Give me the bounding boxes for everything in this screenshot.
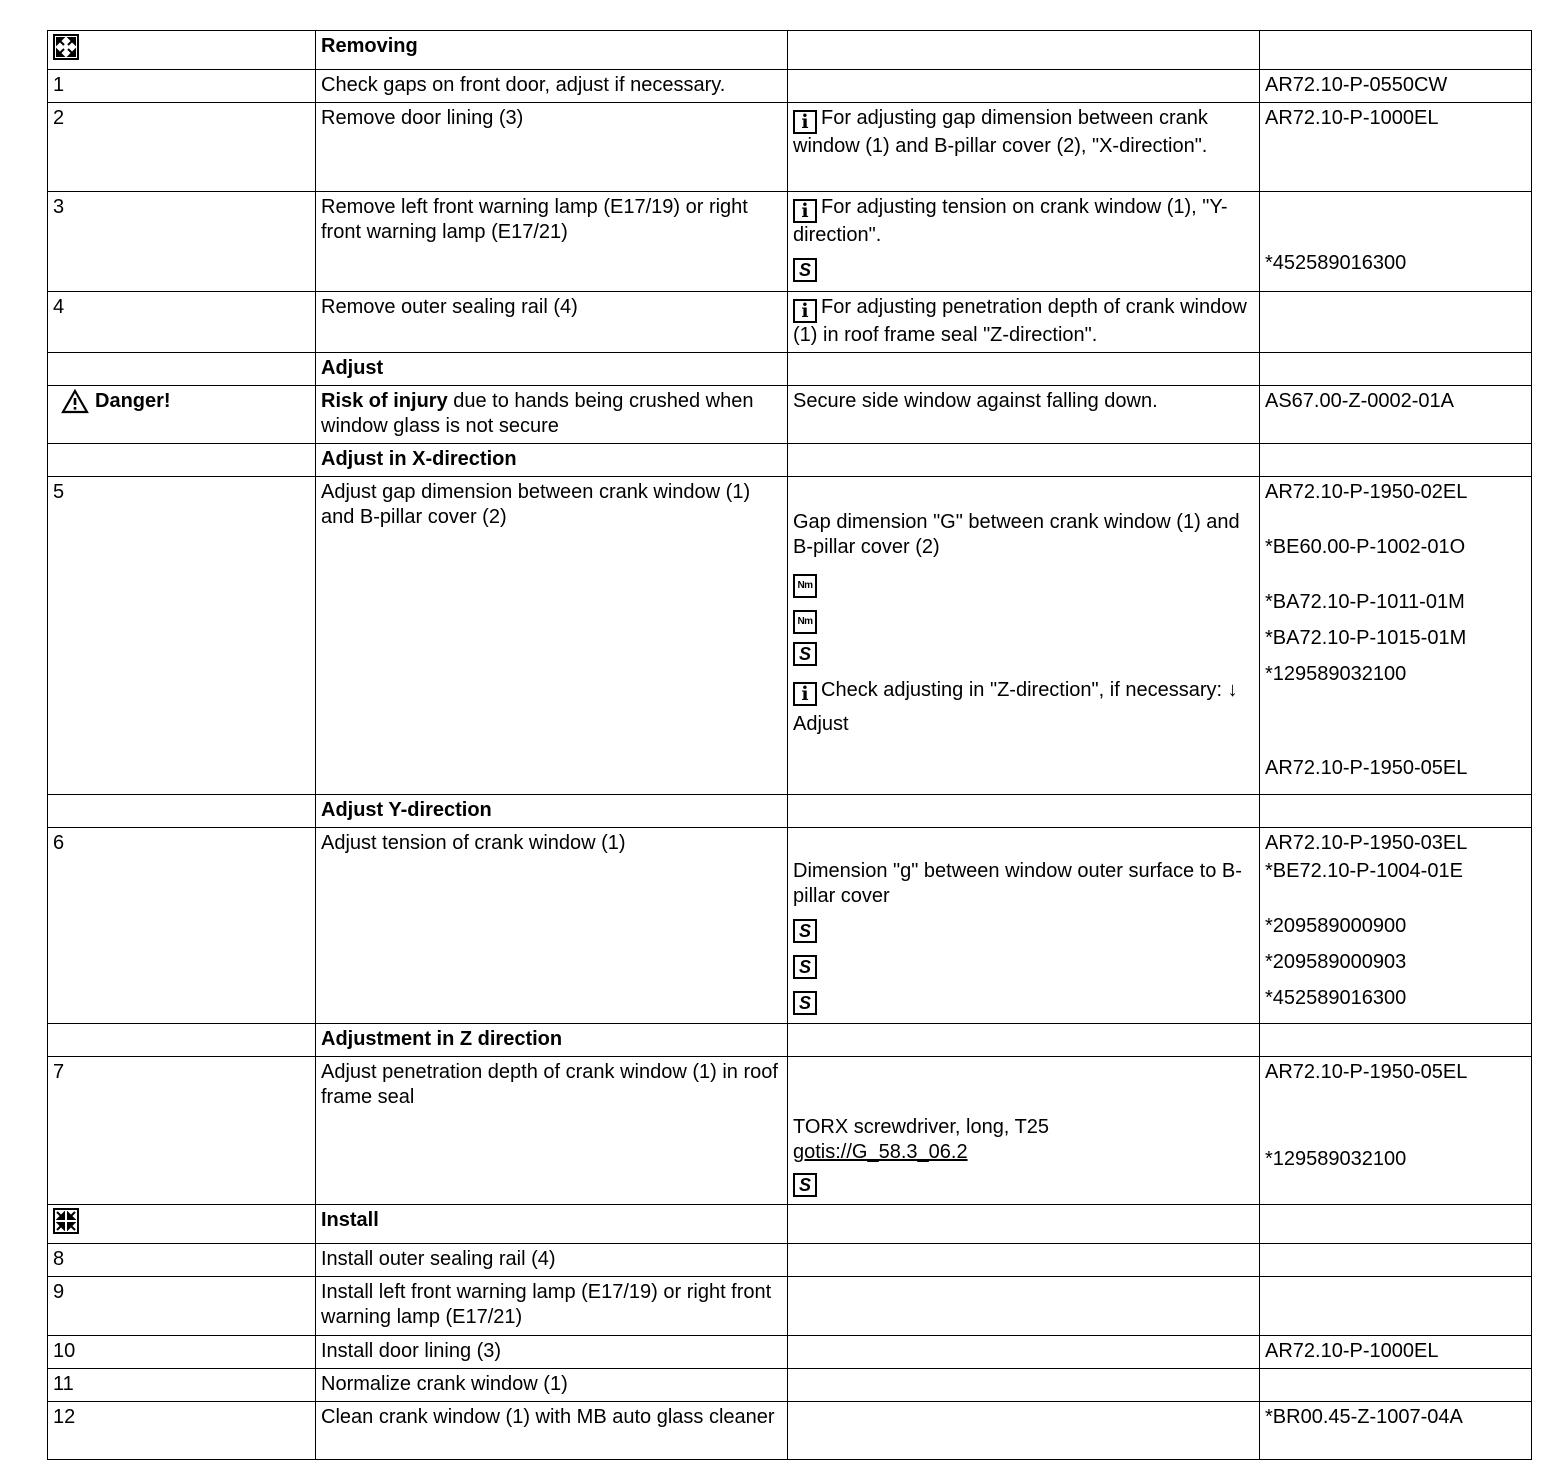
step-number: 6 [48, 828, 316, 1024]
reference-link[interactable]: *BE72.10-P-1004-01E [1265, 860, 1463, 882]
note-text: Secure side window against falling down. [788, 386, 1260, 444]
special-tool-icon: S [793, 1173, 817, 1197]
table-row [48, 192, 1532, 292]
special-tool-icon: S [793, 642, 817, 666]
table-row [48, 353, 1532, 386]
step-text: Adjust gap dimension between crank window (1) and B-pillar cover (2) [316, 477, 788, 795]
table-row [48, 103, 1532, 192]
reference-link[interactable]: *129589032100 [1265, 663, 1407, 685]
step-number: 8 [48, 1244, 316, 1277]
step-text: Remove door lining (3) [316, 103, 788, 192]
table-row [48, 1057, 1532, 1205]
step-number: 5 [48, 477, 316, 795]
risk-text: due to hands being crushed when window glass is not secure [321, 390, 754, 437]
note-text: Dimension "g" between window outer surface to B-pillar cover [793, 860, 1242, 907]
special-tool-icon: S [793, 991, 817, 1015]
step-number: 7 [48, 1057, 316, 1205]
special-tool-icon: S [793, 955, 817, 979]
step-number: 2 [48, 103, 316, 192]
section-heading: Adjustment in Z direction [316, 1024, 788, 1057]
step-text: Install left front warning lamp (E17/19) or right front warning lamp (E17/21) [316, 1277, 788, 1336]
step-text: Normalize crank window (1) [316, 1369, 788, 1402]
section-heading: Removing [316, 31, 788, 70]
step-number: 4 [48, 292, 316, 353]
reference-link[interactable]: AR72.10-P-1950-02EL [1265, 481, 1468, 503]
gotis-link[interactable]: gotis://G_58.3_06.2 [793, 1141, 968, 1163]
danger-warning [61, 389, 171, 414]
step-text: Check gaps on front door, adjust if necessary. [316, 70, 788, 103]
table-row [48, 386, 1532, 444]
reference-link[interactable]: AR72.10-P-0550CW [1260, 70, 1532, 103]
step-text: Clean crank window (1) with MB auto glass cleaner [316, 1402, 788, 1460]
reference-link[interactable]: *209589000900 [1265, 915, 1407, 937]
reference-link[interactable]: *BA72.10-P-1015-01M [1265, 627, 1467, 649]
warning-triangle-icon [61, 389, 89, 414]
note-text: For adjusting tension on crank window (1), "Y-direction". [793, 196, 1228, 246]
step-text: Remove left front warning lamp (E17/19) or right front warning lamp (E17/21) [316, 192, 788, 292]
reference-link[interactable]: *BE60.00-P-1002-01O [1265, 536, 1466, 558]
note-text: For adjusting penetration depth of crank window (1) in roof frame seal "Z-direction". [793, 296, 1247, 346]
step-number: 11 [48, 1369, 316, 1402]
table-row [48, 1205, 1532, 1244]
table-row [48, 1336, 1532, 1369]
reference-link[interactable]: *BA72.10-P-1011-01M [1265, 591, 1465, 613]
reference-link[interactable]: AR72.10-P-1950-05EL [1265, 757, 1468, 779]
table-row [48, 70, 1532, 103]
info-icon: i [793, 299, 817, 323]
reference-link[interactable]: *452589016300 [1265, 987, 1407, 1009]
torque-nm-icon: Nm [793, 574, 817, 598]
reference-link[interactable]: *BR00.45-Z-1007-04A [1260, 1402, 1532, 1460]
special-tool-icon: S [793, 919, 817, 943]
info-icon: i [793, 199, 817, 223]
step-number: 10 [48, 1336, 316, 1369]
reference-link[interactable]: *452589016300 [1265, 252, 1407, 274]
compress-arrows-icon [53, 1208, 79, 1234]
table-row [48, 444, 1532, 477]
reference-link[interactable]: AR72.10-P-1950-03EL [1265, 832, 1468, 854]
step-text: Remove outer sealing rail (4) [316, 292, 788, 353]
note-text: Gap dimension "G" between crank window (1) and B-pillar cover (2) [793, 511, 1240, 558]
table-row [48, 1402, 1532, 1460]
reference-link[interactable]: AR72.10-P-1000EL [1260, 1336, 1532, 1369]
note-text: For adjusting gap dimension between crank window (1) and B-pillar cover (2), "X-direction". [793, 107, 1208, 157]
reference-link[interactable]: AR72.10-P-1950-05EL [1265, 1061, 1468, 1083]
step-number: 9 [48, 1277, 316, 1336]
table-row [48, 1244, 1532, 1277]
table-row [48, 477, 1532, 795]
tool-note: TORX screwdriver, long, T25 [793, 1116, 1050, 1138]
step-text: Adjust penetration depth of crank window (1) in roof frame seal [316, 1057, 788, 1205]
reference-link[interactable]: AR72.10-P-1000EL [1260, 103, 1532, 192]
section-heading: Adjust [316, 353, 788, 386]
torque-nm-icon: Nm [793, 610, 817, 634]
step-text: Install outer sealing rail (4) [316, 1244, 788, 1277]
risk-heading: Risk of injury [321, 390, 448, 412]
table-row [48, 1369, 1532, 1402]
info-icon: i [793, 682, 817, 706]
table-row [48, 1024, 1532, 1057]
special-tool-icon: S [793, 258, 817, 282]
note-text: Check adjusting in "Z-direction", if necessary: ↓ [821, 679, 1238, 701]
step-number: 1 [48, 70, 316, 103]
info-icon: i [793, 110, 817, 134]
table-row [48, 31, 1532, 70]
section-heading: Adjust in X-direction [316, 444, 788, 477]
danger-label: Danger! [95, 390, 171, 412]
step-number: 12 [48, 1402, 316, 1460]
table-row [48, 795, 1532, 828]
section-heading: Adjust Y-direction [316, 795, 788, 828]
procedure-table [47, 30, 1532, 1460]
step-text: Install door lining (3) [316, 1336, 788, 1369]
step-number: 3 [48, 192, 316, 292]
reference-link[interactable]: *129589032100 [1265, 1148, 1407, 1170]
reference-link[interactable]: AS67.00-Z-0002-01A [1260, 386, 1532, 444]
adjust-label: Adjust [793, 713, 849, 735]
table-row [48, 292, 1532, 353]
expand-arrows-icon [53, 34, 79, 60]
section-heading: Install [316, 1205, 788, 1244]
table-row [48, 1277, 1532, 1336]
table-row [48, 828, 1532, 1024]
reference-link[interactable]: *209589000903 [1265, 951, 1407, 973]
step-text: Adjust tension of crank window (1) [316, 828, 788, 1024]
